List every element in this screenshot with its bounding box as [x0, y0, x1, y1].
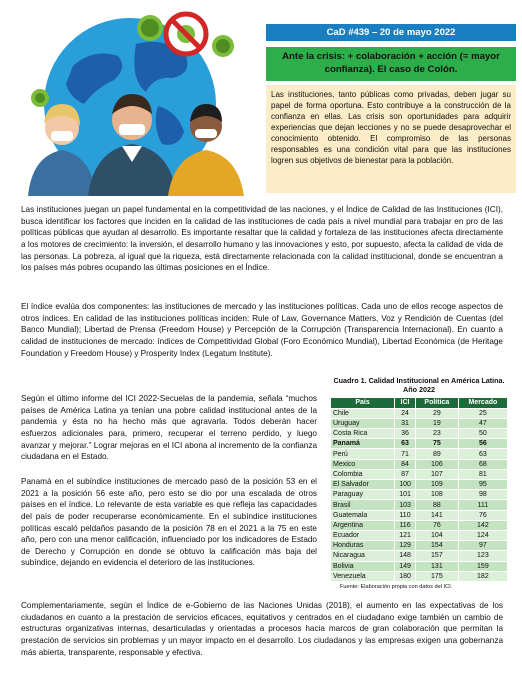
country-cell: Ecuador [331, 530, 395, 540]
country-cell: Nicaragua [331, 551, 395, 561]
value-cell: 76 [416, 520, 459, 530]
table-row [331, 530, 508, 540]
value-cell: 104 [416, 530, 459, 540]
virus-icon [31, 89, 49, 107]
value-cell: 47 [458, 418, 507, 428]
table-row [331, 480, 508, 490]
intro-box: Las instituciones, tanto públicas como privadas, deben jugar su papel de forma oportuna. Esto contribuye a la construcción de la confianza en ellas. Las crisis son oportunidades para adquirir experiencias que dejan lecciones y no se puede desaprovechar el conocimiento obtenido. El compromiso de las personas responsables es una condición vital para que las instituciones logren sus objetivos de bienestar para la población. [266, 85, 516, 193]
value-cell: 25 [458, 408, 507, 418]
value-cell: 111 [458, 500, 507, 510]
country-cell: Paraguay [331, 490, 395, 500]
value-cell: 29 [416, 408, 459, 418]
value-cell: 157 [416, 551, 459, 561]
value-cell: 95 [458, 480, 507, 490]
table-row [331, 561, 508, 571]
country-cell: Bolivia [331, 561, 395, 571]
no-virus-icon [166, 14, 206, 54]
value-cell: 84 [395, 459, 416, 469]
paragraph-4: Panamá en el subíndice instituciones de mercado pasó de la posición 53 en el 2021 a la posición 56 este año, pero esto se dio por una escalada de otros países en el índice. Lo relevante de esta variable es que refleja las capacidades del país de poder recuperarse económicamente. En el subíndice instituciones políticas escaló peldaños pasando de la posición 78 en el 2021 a la 75 en este año, pero con una menor calificación, influenciado por los indicadores de Estado de Derecho y Corrupción en donde se obtuvo la calificación más baja del subíndice, dejando en evidencia el deterioro de las instituciones. [21, 477, 317, 568]
table-row [331, 459, 508, 469]
table-row [331, 408, 508, 418]
value-cell: 154 [416, 541, 459, 551]
col-header: Política [416, 397, 459, 408]
paragraph-2: El índice evalúa dos componentes: las instituciones de mercado y las instituciones políticas. Cada uno de ellos recoge aspectos de otros índices. En calidad de las instituciones políticas inciden: Rule of Law, Governance Matters, Voz y Rendición de Cuentas (del Banco Mundial); Libertad de Prensa (Freedom House) y Percepción de la Corrupción (Transparencia Internacional). En cuanto a calidad de instituciones de mercado: índices de Competitividad Global (Foro Económico Mundial), Libertad Económica (de Heritage Foundation y Freedom House) y Prosperity Index (Legatum Institute). [21, 302, 503, 358]
headline: Ante la crisis: + colaboración + acción (= mayor confianza). El caso de Colón. [266, 47, 516, 81]
country-cell: El Salvador [331, 480, 395, 490]
table-header-row [331, 397, 508, 408]
table-caption: Cuadro 1. Calidad Institucional en América Latina. Año 2022 [333, 376, 505, 395]
country-cell: Honduras [331, 541, 395, 551]
value-cell: 89 [416, 449, 459, 459]
table-row [331, 490, 508, 500]
table-row [331, 520, 508, 530]
value-cell: 71 [395, 449, 416, 459]
col-header: País [331, 397, 395, 408]
value-cell: 106 [416, 459, 459, 469]
table-row [331, 510, 508, 520]
value-cell: 103 [395, 500, 416, 510]
table-row [331, 469, 508, 479]
value-cell: 63 [458, 449, 507, 459]
value-cell: 24 [395, 408, 416, 418]
value-cell: 175 [416, 571, 459, 581]
value-cell: 63 [395, 439, 416, 449]
value-cell: 76 [458, 510, 507, 520]
paragraph-3: Según el último informe del ICI 2022-Secuelas de la pandemia, señala “muchos países de América Latina ya tenían una pobre calidad institucional antes de la pandemia y ésta no ha hecho más que agravarla. Todos deberán hacer esfuerzos adicionales para, primero, recuperar el terreno perdido, y luego avanzar y mejorar.” Lograr mejoras en el ICI abona al incremento de la confianza ciudadana en el Estado. [21, 394, 317, 462]
value-cell: 19 [416, 418, 459, 428]
virus-icon [212, 35, 234, 57]
value-cell: 109 [416, 480, 459, 490]
value-cell: 124 [458, 530, 507, 540]
table-row [331, 449, 508, 459]
value-cell: 81 [458, 469, 507, 479]
value-cell: 149 [395, 561, 416, 571]
value-cell: 98 [458, 490, 507, 500]
country-cell: Perú [331, 449, 395, 459]
value-cell: 159 [458, 561, 507, 571]
country-cell: Mexico [331, 459, 395, 469]
value-cell: 129 [395, 541, 416, 551]
value-cell: 36 [395, 429, 416, 439]
value-cell: 180 [395, 571, 416, 581]
country-cell: Chile [331, 408, 395, 418]
virus-icon [137, 15, 163, 41]
quality-table [330, 397, 508, 582]
country-cell: Brasil [331, 500, 395, 510]
value-cell: 108 [416, 490, 459, 500]
table-row [331, 551, 508, 561]
paragraph-1: Las instituciones juegan un papel fundamental en la competitividad de las naciones, y el Índice de Calidad de las Instituciones (ICI), busca identificar los factores que inciden en la calidad de las instituciones de cada país a nivel mundial para trabajar en pro de las políticas públicas que ayudan al desarrollo. Es importante resaltar que la calidad y fortaleza de las instituciones afecta directamente a los motores de crecimiento: la inversión, el desarrollo humano y las innovaciones y esto, por supuesto, afecta la calidad de vida de las personas. La pobreza, al igual que la riqueza, está directamente relacionada con la calidad institucional, donde se encuentran a los países más pobres ocupando las últimas posiciones en el Índice. [21, 205, 503, 273]
value-cell: 101 [395, 490, 416, 500]
pandemic-illustration [18, 6, 266, 196]
country-cell: Argentina [331, 520, 395, 530]
country-cell: Colombia [331, 469, 395, 479]
table-row [331, 571, 508, 581]
country-cell: Guatemala [331, 510, 395, 520]
country-cell: Costa Rica [331, 429, 395, 439]
value-cell: 141 [416, 510, 459, 520]
hero-section [0, 0, 522, 198]
table-row [331, 439, 508, 449]
value-cell: 182 [458, 571, 507, 581]
quality-table-block [330, 376, 508, 592]
country-cell: Panamá [331, 439, 395, 449]
value-cell: 116 [395, 520, 416, 530]
value-cell: 131 [416, 561, 459, 571]
value-cell: 23 [416, 429, 459, 439]
value-cell: 68 [458, 459, 507, 469]
value-cell: 142 [458, 520, 507, 530]
table-row [331, 541, 508, 551]
table-row [331, 429, 508, 439]
header-panel [266, 24, 516, 81]
country-cell: Uruguay [331, 418, 395, 428]
value-cell: 107 [416, 469, 459, 479]
value-cell: 121 [395, 530, 416, 540]
col-header: ICI [395, 397, 416, 408]
country-cell: Venezuela [331, 571, 395, 581]
table-row [331, 418, 508, 428]
value-cell: 56 [458, 439, 507, 449]
col-header: Mercado [458, 397, 507, 408]
value-cell: 75 [416, 439, 459, 449]
table-source: Fuente: Elaboración propia con datos del ICI. [340, 583, 453, 590]
value-cell: 88 [416, 500, 459, 510]
value-cell: 110 [395, 510, 416, 520]
value-cell: 87 [395, 469, 416, 479]
value-cell: 100 [395, 480, 416, 490]
value-cell: 148 [395, 551, 416, 561]
value-cell: 123 [458, 551, 507, 561]
table-row [331, 500, 508, 510]
paragraph-5: Complementariamente, según el Índice de e-Gobierno de las Naciones Unidas (2018), el aumento en las expectativas de los ciudadanos en cuanto a la prestación de servicios eficaces, equitativos y centrados en el ciudadano exige también un cambio de estructuras organizativas internas, desarticuladas y orientadas a procesos hacia marcos de gran colaboración que permitan la prestación de servicios sin problemas y un mayor impacto en el desarrollo. Los ciudadanos y las empresas exigen una gobernanza más abierta, transparente, responsable y efectiva. [21, 601, 503, 657]
value-cell: 97 [458, 541, 507, 551]
value-cell: 50 [458, 429, 507, 439]
date-line: CaD #439 – 20 de mayo 2022 [266, 24, 516, 41]
value-cell: 31 [395, 418, 416, 428]
